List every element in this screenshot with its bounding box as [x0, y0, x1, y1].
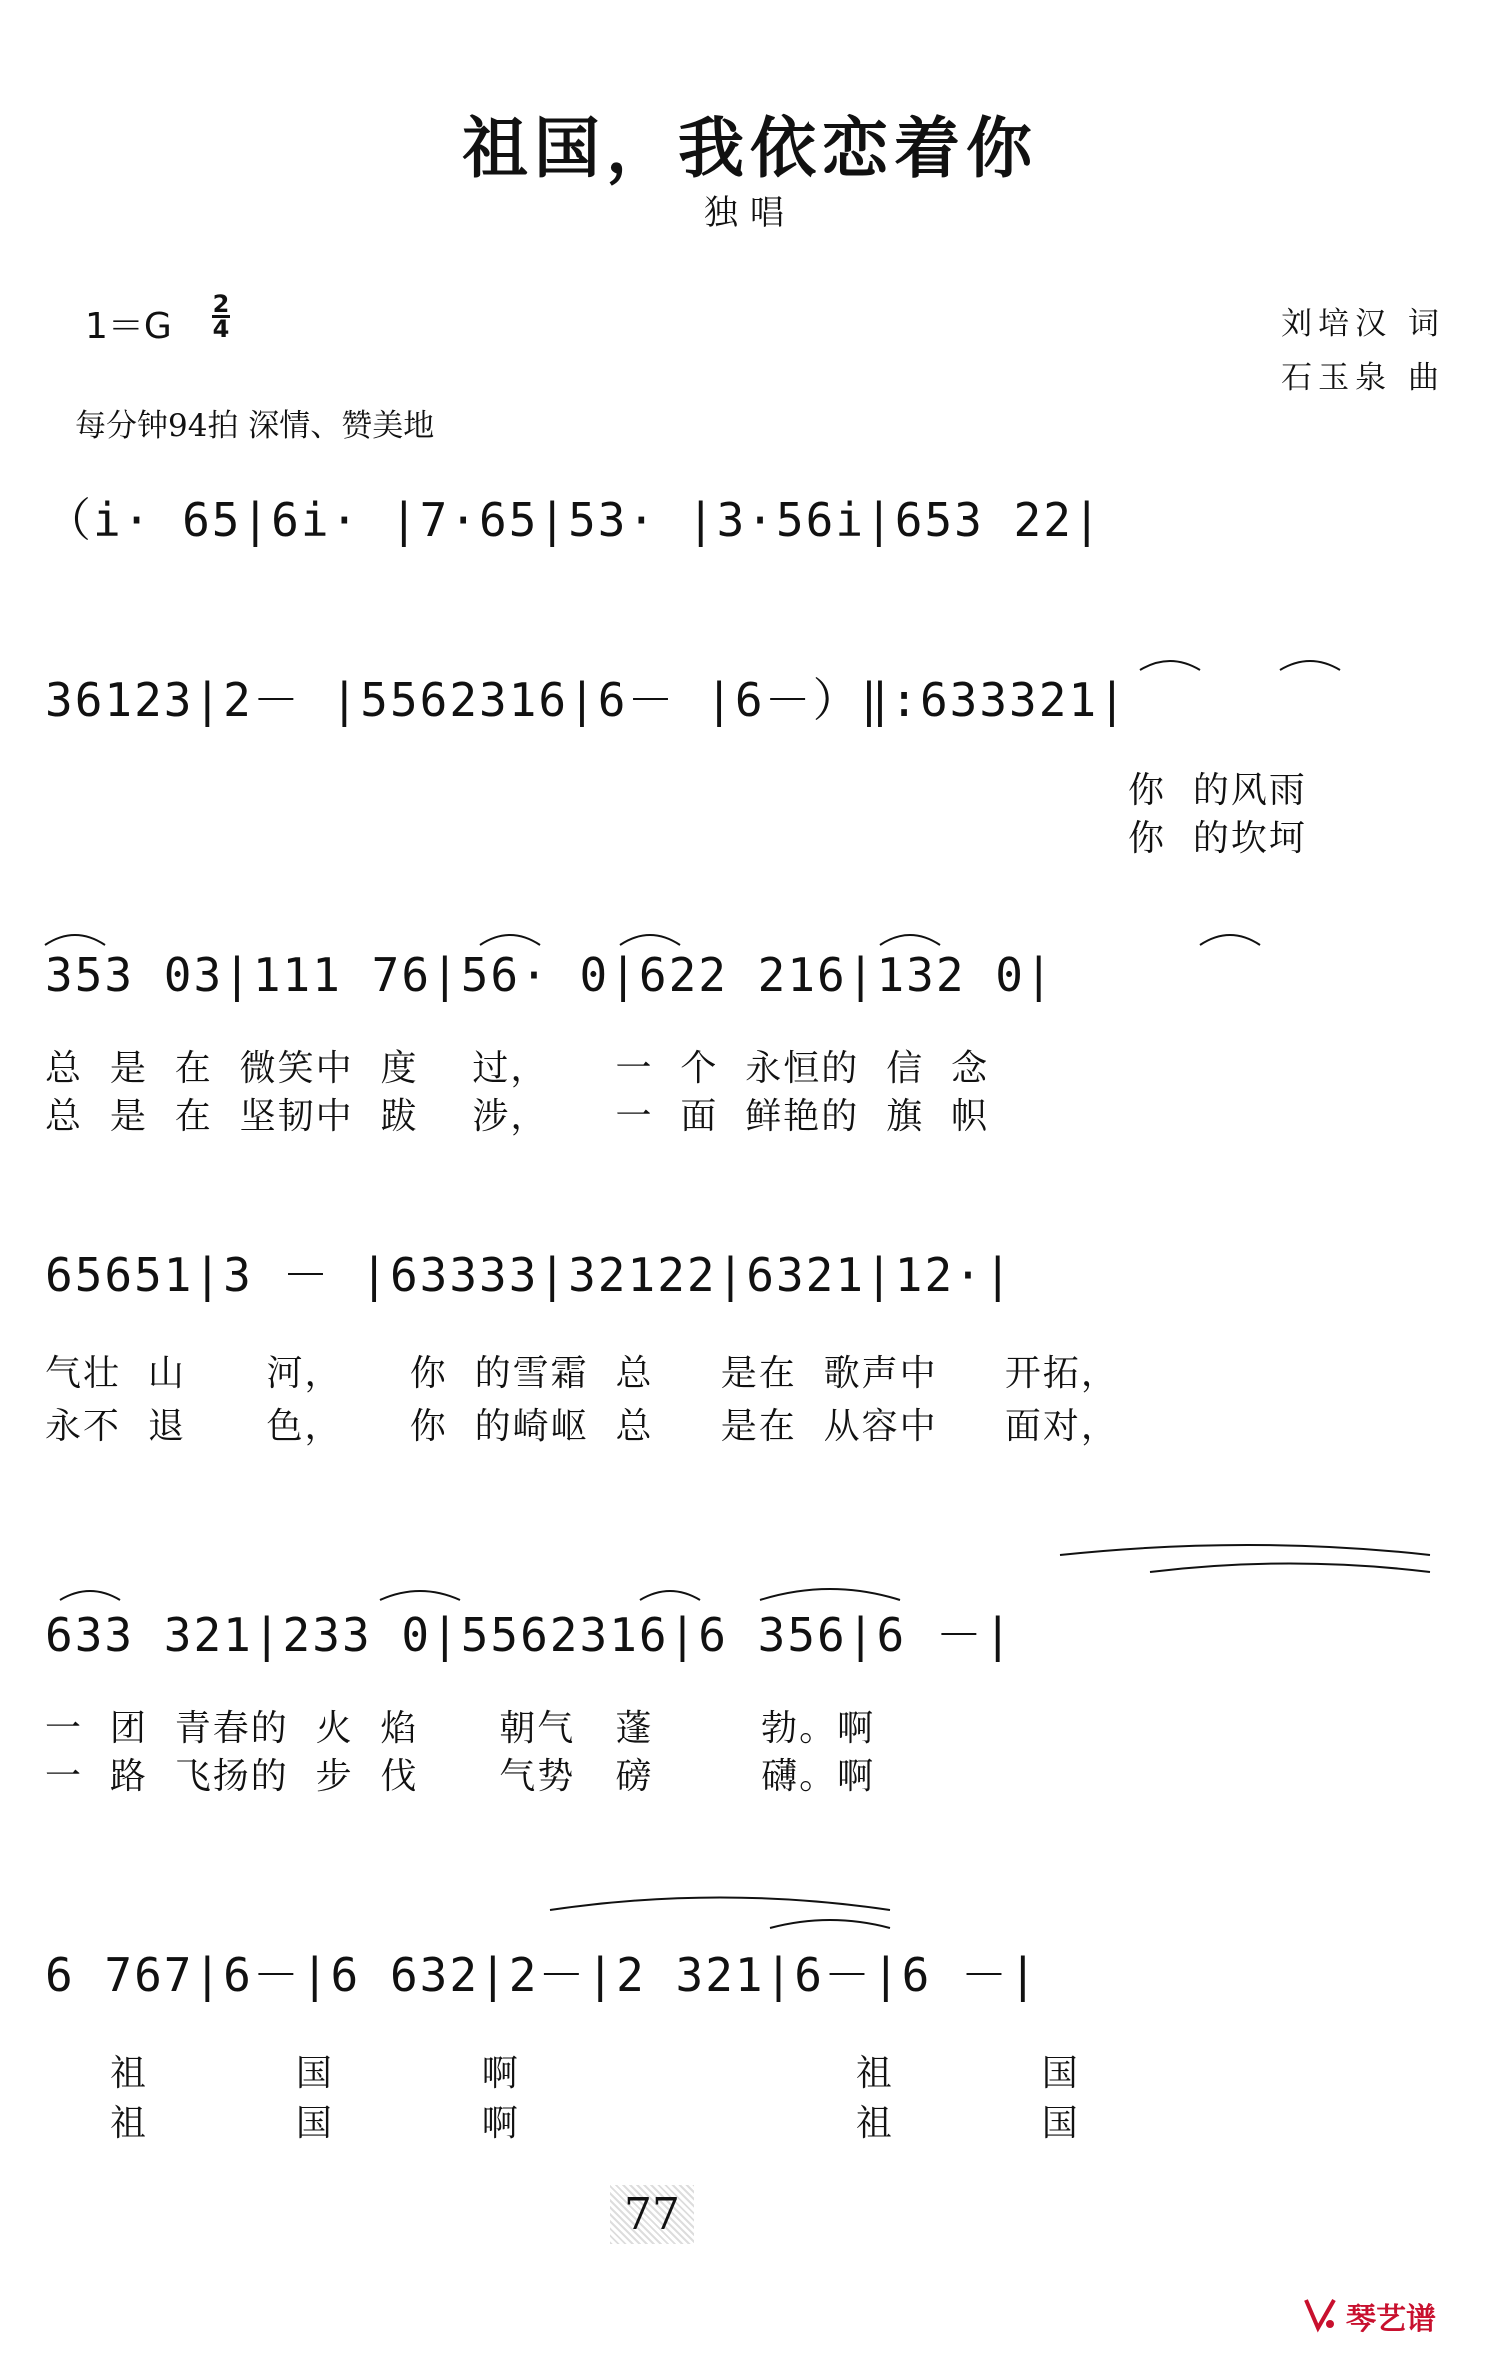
lyrics-line-3-verse-1: 总 是 在 微笑中 度 过， 一 个 永恒的 信 念 — [45, 1048, 990, 1089]
music-note-logo-icon — [1300, 2294, 1340, 2338]
song-subtitle: 独唱 — [704, 193, 796, 233]
time-signature-top: 2 — [212, 290, 230, 318]
lyrics-line-4-verse-1: 气壮 山 河， 你 的雪霜 总 是在 歌声中 开拓， — [45, 1353, 1119, 1394]
tempo-marking: 每分钟94拍 深情、赞美地 — [75, 408, 435, 444]
lyrics-line-5-verse-1: 一 团 青春的 火 焰 朝气 蓬 勃。啊 — [45, 1708, 876, 1749]
notation-line-6: 6 767|6－|6 632|2－|2 321|6－|6 －| — [45, 1948, 1039, 2002]
lyrics-line-2-verse-2: 你 的坎坷 — [1128, 818, 1307, 859]
watermark-logo — [1300, 2291, 1470, 2341]
notation-line-2: 36123|2－ |5562316|6－ |6－）‖:633321| — [45, 673, 1128, 727]
notation-line-1: （i· 65|6i· |7·65|53· |3·56i|653 22| — [45, 493, 1103, 547]
lyrics-line-3-verse-2: 总 是 在 坚韧中 跋 涉， 一 面 鲜艳的 旗 帜 — [45, 1096, 990, 1137]
watermark-brand: 琴艺谱 — [1346, 2302, 1436, 2337]
lyricist-credit: 刘培汉 词 — [1281, 306, 1445, 342]
song-title: 祖国，我依恋着你 — [462, 109, 1038, 187]
notation-line-4: 65651|3 － |63333|32122|6321|12·| — [45, 1248, 1014, 1302]
lyrics-line-6-verse-2: 祖 国 啊 祖 国 — [110, 2103, 1080, 2144]
lyrics-line-4-verse-2: 永不 退 色， 你 的崎岖 总 是在 从容中 面对， — [45, 1406, 1119, 1447]
lyrics-line-2-verse-1: 你 的风雨 — [1128, 770, 1307, 811]
notation-line-3: 353 03|111 76|56· 0|622 216|132 0| — [45, 948, 1055, 1002]
page-number: 77 — [610, 2185, 694, 2244]
key-signature: 1＝G — [85, 306, 172, 347]
lyrics-line-5-verse-2: 一 路 飞扬的 步 伐 气势 磅 礴。啊 — [45, 1756, 876, 1797]
composer-credit: 石玉泉 曲 — [1281, 360, 1445, 396]
lyrics-line-6-verse-1: 祖 国 啊 祖 国 — [110, 2053, 1080, 2094]
time-signature-bottom: 4 — [212, 315, 230, 343]
notation-line-5: 633 321|233 0|5562316|6 356|6 －| — [45, 1608, 1014, 1662]
